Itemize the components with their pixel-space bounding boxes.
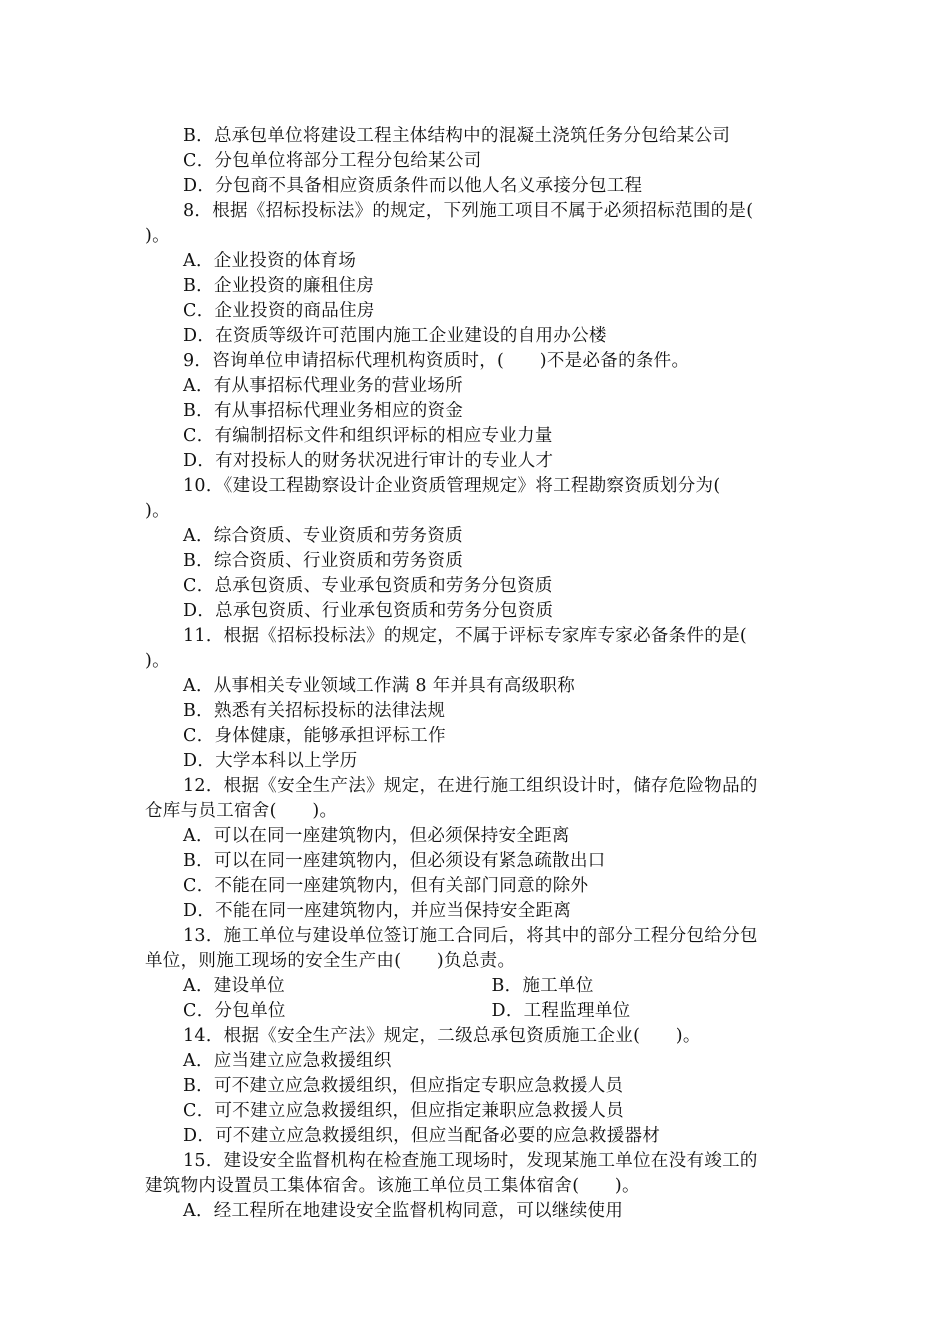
question-line: 15．建设安全监督机构在检查施工现场时，发现某施工单位在没有竣工的 [183, 1151, 758, 1171]
document-page [145, 124, 800, 1224]
option-line: D．大学本科以上学历 [183, 751, 358, 771]
option-line: B．可以在同一座建筑物内，但必须设有紧急疏散出口 [183, 851, 606, 871]
question-continuation: )。 [145, 226, 170, 246]
option-right: B．施工单位 [491, 976, 594, 996]
text-line: C．分包单位将部分工程分包给某公司 [183, 151, 482, 171]
option-line: D．总承包资质、行业承包资质和劳务分包资质 [183, 601, 554, 621]
question-continuation: 单位，则施工现场的安全生产由( )负总责。 [145, 951, 516, 971]
option-line: A．经工程所在地建设安全监督机构同意，可以继续使用 [183, 1201, 624, 1221]
option-left: C．分包单位 [183, 1001, 286, 1021]
option-line: A．企业投资的体育场 [183, 251, 357, 271]
question-continuation: 仓库与员工宿舍( )。 [145, 801, 338, 821]
question-line: 11．根据《招标投标法》的规定，不属于评标专家库专家必备条件的是( [183, 626, 747, 646]
question-line: 13．施工单位与建设单位签订施工合同后，将其中的部分工程分包给分包 [183, 926, 758, 946]
question-line: 14．根据《安全生产法》规定，二级总承包资质施工企业( )。 [183, 1026, 701, 1046]
option-right: D．工程监理单位 [491, 1001, 631, 1021]
option-line: A．有从事招标代理业务的营业场所 [183, 376, 463, 396]
option-line: B．熟悉有关招标投标的法律法规 [183, 701, 446, 721]
option-line: A．从事相关专业领域工作满 8 年并具有高级职称 [183, 676, 576, 696]
option-line: C．总承包资质、专业承包资质和劳务分包资质 [183, 576, 553, 596]
option-line: B．企业投资的廉租住房 [183, 276, 375, 296]
option-row [145, 999, 800, 1024]
option-line: A．综合资质、专业资质和劳务资质 [183, 526, 463, 546]
option-line: D．不能在同一座建筑物内，并应当保持安全距离 [183, 901, 572, 921]
option-line: A．可以在同一座建筑物内，但必须保持安全距离 [183, 826, 570, 846]
question-continuation: )。 [145, 651, 170, 671]
option-row [145, 974, 800, 999]
option-line: A．应当建立应急救援组织 [183, 1051, 392, 1071]
option-line: C．可不建立应急救援组织，但应指定兼职应急救援人员 [183, 1101, 624, 1121]
option-line: D．有对投标人的财务状况进行审计的专业人才 [183, 451, 554, 471]
option-line: C．不能在同一座建筑物内，但有关部门同意的除外 [183, 876, 589, 896]
question-line: 9．咨询单位申请招标代理机构资质时，( )不是必备的条件。 [183, 351, 690, 371]
text-line: B．总承包单位将建设工程主体结构中的混凝土浇筑任务分包给某公司 [183, 126, 731, 146]
option-line: C．有编制招标文件和组织评标的相应专业力量 [183, 426, 553, 446]
option-left: A．建设单位 [183, 976, 285, 996]
question-line: 8．根据《招标投标法》的规定，下列施工项目不属于必须招标范围的是( [183, 201, 754, 221]
option-line: B．可不建立应急救援组织，但应指定专职应急救援人员 [183, 1076, 624, 1096]
option-line: C．身体健康，能够承担评标工作 [183, 726, 446, 746]
option-line: D．在资质等级许可范围内施工企业建设的自用办公楼 [183, 326, 607, 346]
text-line: D．分包商不具备相应资质条件而以他人名义承接分包工程 [183, 176, 643, 196]
option-line: D．可不建立应急救援组织，但应当配备必要的应急救援器材 [183, 1126, 661, 1146]
question-line: 12．根据《安全生产法》规定，在进行施工组织设计时，储存危险物品的 [183, 776, 758, 796]
question-continuation: 建筑物内设置员工集体宿舍。该施工单位员工集体宿舍( )。 [145, 1176, 640, 1196]
question-continuation: )。 [145, 501, 170, 521]
option-line: B．综合资质、行业资质和劳务资质 [183, 551, 464, 571]
option-line: B．有从事招标代理业务相应的资金 [183, 401, 464, 421]
question-line: 10．《建设工程勘察设计企业资质管理规定》将工程勘察资质划分为( [183, 476, 721, 496]
option-line: C．企业投资的商品住房 [183, 301, 375, 321]
